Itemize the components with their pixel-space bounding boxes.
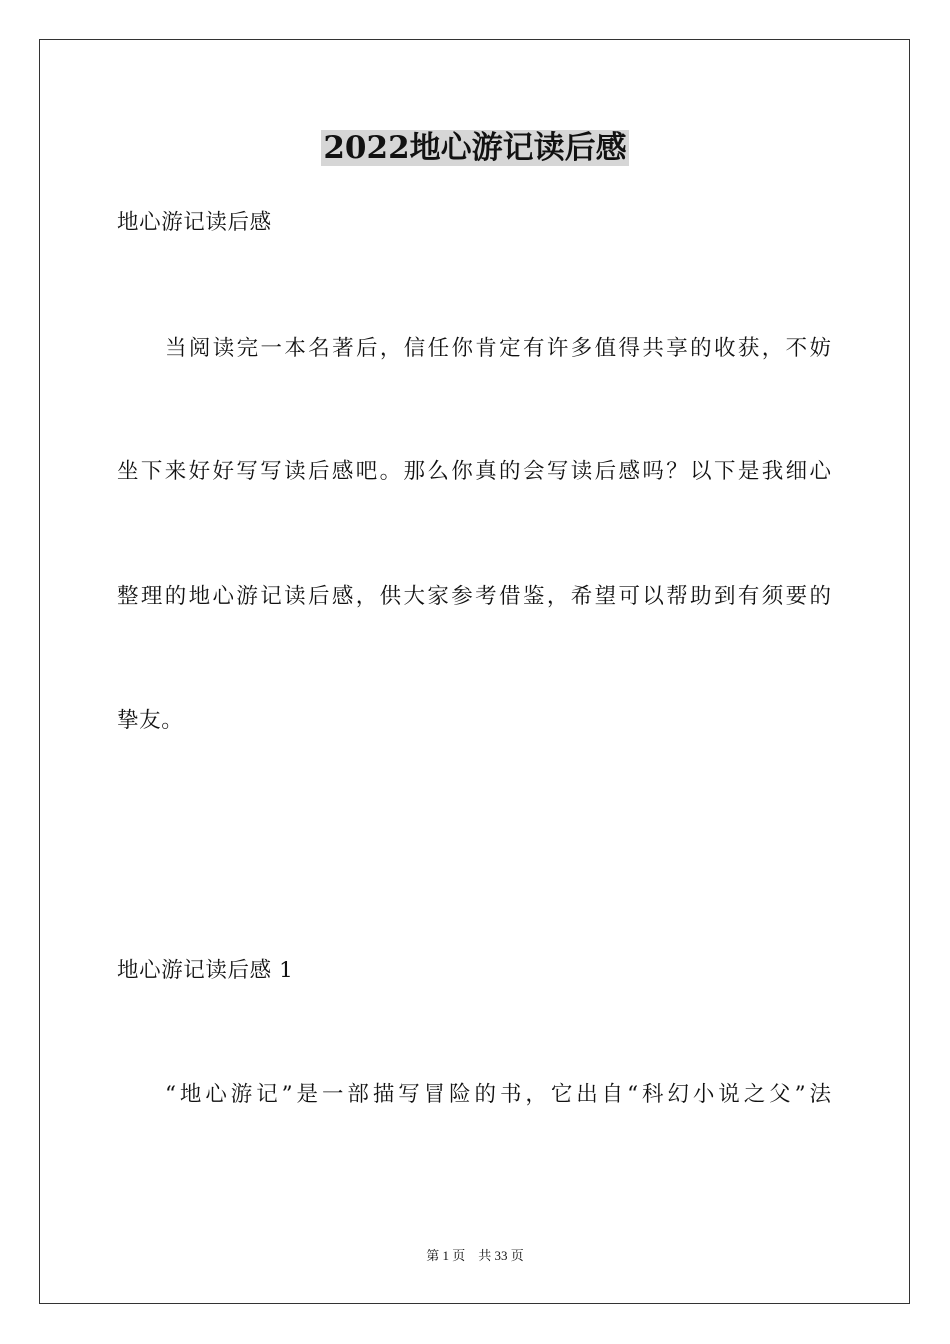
paragraph-line: “地心游记”是一部描写冒险的书，它出自“科幻小说之父”法 [165,1082,831,1107]
paragraph-line: 当阅读完一本名著后，信任你肯定有许多值得共享的收获，不妨 [165,336,831,361]
paragraph-line: 整理的地心游记读后感，供大家参考借鉴，希望可以帮助到有须要的 [117,584,831,609]
document-title-text: 2022地心游记读后感 [323,130,627,166]
section-heading: 地心游记读后感 1 [117,958,294,983]
page-footer: 第 1 页 共 33 页 [426,1248,524,1263]
document-subtitle: 地心游记读后感 [117,210,272,235]
document-title [0,124,950,172]
paragraph-line: 挚友。 [117,708,184,733]
paragraph-line: 坐下来好好写写读后感吧。那么你真的会写读后感吗？以下是我细心 [117,459,831,484]
